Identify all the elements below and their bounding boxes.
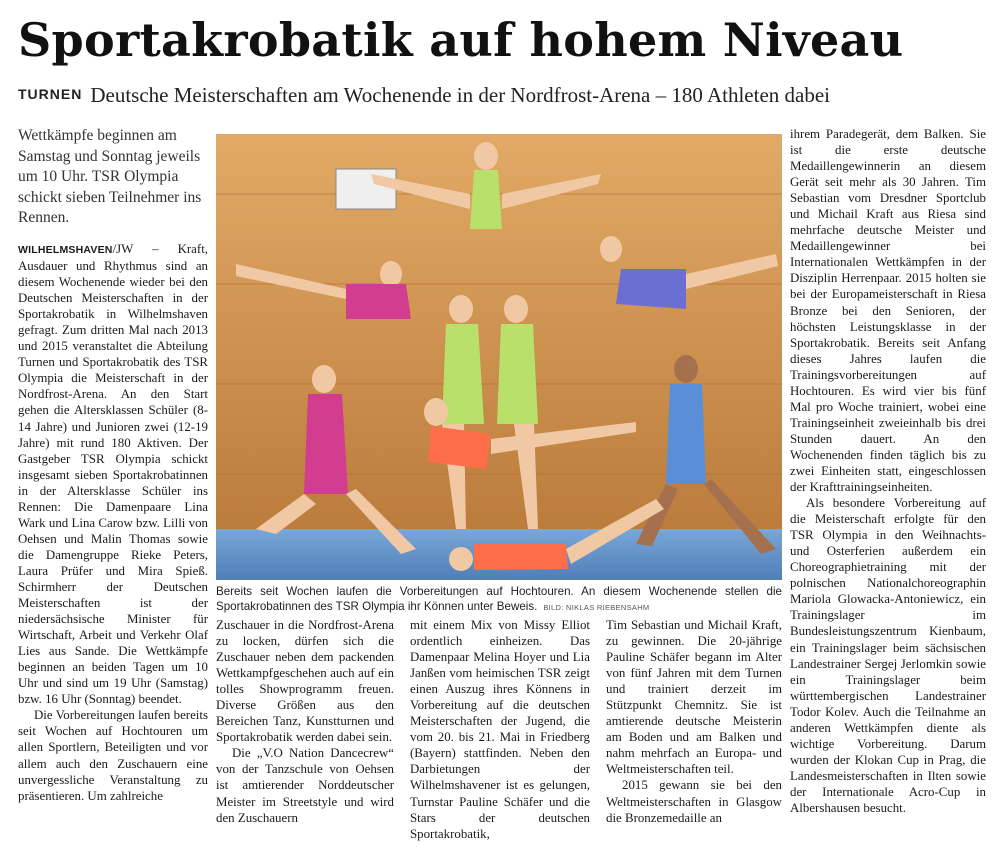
text-column-1	[18, 241, 208, 804]
paragraph: mit einem Mix von Missy Elliot ordentlich einheizen. Das Damenpaar Melina Hoyer und Lia Janßen vom heimischen TSR zeigt einen Auszug ihres Könnens in Vorbereitung auf die deutschen Meisterschaften der Jugend, die vom 20. bis 21. Mai in Friedberg (Bayern) stattfinden. Neben den Darbietungen der Wilhelmshavener ist es gelungen, Turnstar Pauline Schäfer und die Stars der deutschen Sportakrobatik,	[410, 618, 590, 841]
photo-credit: BILD: NIKLAS RIEBENSAHM	[543, 603, 650, 612]
paragraph: Zuschauer in die Nordfrost-Arena zu locken, dürfen sich die Zuschauer neben dem packenden Wettkampfgeschehen auch auf ein tolles Showprogramm freuen. Diverse Größen aus den Bereichen Tanz, Kunstturnen und Sportakrobatik werden dabei sein.	[216, 618, 394, 745]
article-photo	[216, 134, 782, 580]
article-subheadline-row	[18, 80, 993, 110]
photo-caption	[216, 584, 782, 615]
paragraph: Als besondere Vorbereitung auf die Meisterschaft erfolgte für den TSR Olympia in den Weihnachts- und Osterferien außerdem ein Choreographietraining mit der polnischen Nationalchoreographin Mariola Glowacka-Antoniewicz, ein Trainingslager im Bundesleistungszentrum Kienbaum, ein Trainingslager beim sächsischen Landestrainer Sergej Jerlomkin sowie ein Trainingslager beim württembergischen Landestrainer Todor Kolev. Auch die Teilnahme an anderen Wettkämpfen diente als wichtige Vorbereitung. Darum wurden der Klokan Cup in Prag, die Landesmeisterschaften in Ilten sowie der Internationale Acro-Cup in Albershausen besucht.	[790, 496, 986, 815]
text-column-3	[410, 617, 590, 842]
gymnasts-photo-illustration	[216, 134, 782, 580]
paragraph: Tim Sebastian und Michail Kraft, zu gewinnen. Die 20-jährige Pauline Schäfer begann im Alter von fünf Jahren mit dem Turnen und trainiert derzeit im Stützpunkt Chemnitz. Sie ist amtierende deutsche Meisterin am Boden und am Balken und nahm mehrfach an Europa- und Weltmeisterschaften teil.	[606, 618, 782, 777]
paragraph: 2015 gewann sie bei den Weltmeisterschaften in Glasgow die Bronzemedaille an	[606, 778, 782, 825]
paragraph: Die Vorbereitungen laufen bereits seit Wochen auf Hochtouren um allen Sportlern, Beteiligten und vor allem auch den Zuschauern eine unvergessliche Veranstaltung zu präsentieren. Um zahlreiche	[18, 708, 208, 803]
text-column-2	[216, 617, 394, 826]
paragraph: ihrem Paradegerät, dem Balken. Sie ist die erste deutsche Medaillengewinnerin an diesem Gerät seit mehr als 30 Jahren. Tim Sebastian vom Dresdner Sportclub und Michail Kraft aus Riesa sind mehrfache deutsche Meister und Medaillengewinner bei Internationalen Wettkämpfen in der Disziplin Herrenpaar. 2015 holten sie bei der Europameisterschaft in Riesa Bronze bei den Senioren, der höchsten Leistungsklasse in der Sportakrobatik. Bereits seit Anfang dieses Jahres laufen die Trainingsvorbereitungen auf Hochtouren. Es wird vier bis fünf Mal pro Woche trainiert, wobei eine Trainingseinheit zweieinhalb bis drei Stunden dauert. An den Wochenenden finden täglich bis zu zwei Einheiten statt, eingeschlossen der Krafttrainingseinheiten.	[790, 127, 986, 495]
article-headline: Sportakrobatik auf hohem Niveau	[18, 13, 904, 67]
article-subheadline: Deutsche Meisterschaften am Wochenende in der Nordfrost-Arena – 180 Athleten dabei	[90, 83, 831, 107]
paragraph-text: Kraft, Ausdauer und Rhythmus sind an diesem Wochenende wieder bei den Deutschen Meisterschaften in der Sportakrobatik in Wilhelmshaven gefragt. Zum dritten Mal nach 2013 und 2015 veranstaltet die Abteilung Turnen und Sportakrobatik des TSR Olympia die Meisterschaft in der Nordfrost-Arena. An den Start gehen die Altersklassen Schüler (8-14 Jahre) und Junioren zwei (12-19 Jahre) mit rund 180 Aktiven. Der Gastgeber TSR Olympia schickt insgesamt sieben Sportakrobatinnen in der Altersklasse Schüler ins Rennen: Die Damenpaare Lina Wark und Lina Carow bzw. Lilli von Oehsen und Malin Thomas sowie die Damengruppe Rieke Peters, Laura Prüfer und Mira Spieß. Schirmherr der Deutschen Meisterschaften ist der niedersächsische Minister für Wirtschaft, Arbeit und Verkehr Olaf Lies aus Sande. Die Wettkämpfe beginnen an beiden Tagen um 10 Uhr und sind um 19 Uhr (Samstag) bzw. 16 Uhr (Sonntag) beendet.	[18, 242, 208, 707]
paragraph: Die „V.O Nation Dancecrew“ von der Tanzschule von Oehsen ist amtierender Norddeutscher Meister im Streetstyle und wird den Zuschauern	[216, 746, 394, 825]
caption-text: Bereits seit Wochen laufen die Vorbereitungen auf Hochtouren. An diesem Wochenende stellen die Sportakrobatinnen des TSR Olympia ihr Können unter Beweis.	[216, 585, 782, 613]
text-column-4	[606, 617, 782, 826]
dateline: WILHELMSHAVEN	[18, 244, 113, 256]
paragraph	[18, 241, 208, 707]
wall-vent	[336, 169, 396, 209]
text-column-5	[790, 126, 986, 816]
article-teaser: Wettkämpfe beginnen am Samstag und Sonntag jeweils um 10 Uhr. TSR Olympia schickt sieben Teilnehmer ins Rennen.	[18, 127, 202, 226]
section-kicker: TURNEN	[18, 86, 83, 102]
author-tag: /JW –	[112, 242, 159, 256]
